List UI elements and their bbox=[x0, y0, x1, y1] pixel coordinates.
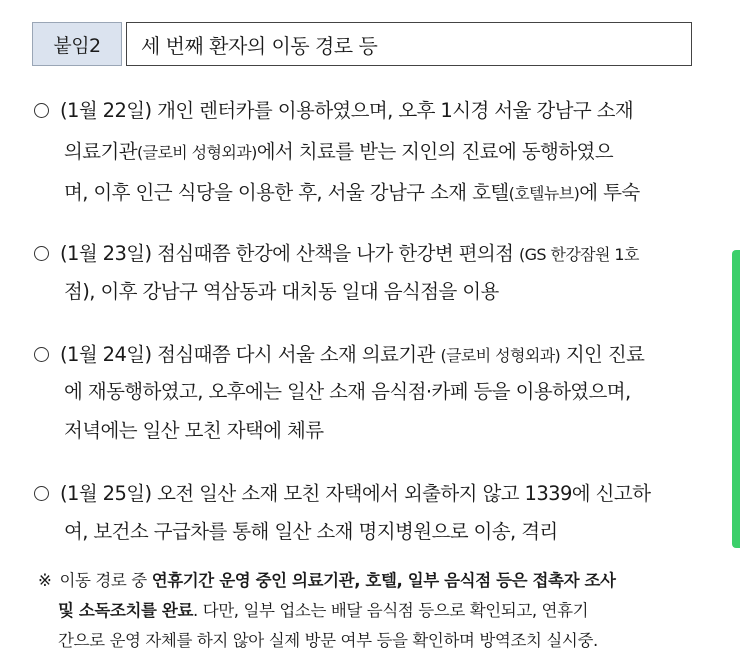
footnote-line-3: 간으로 운영 자체를 하지 않아 실제 방문 여부 등을 확인하며 방역조치 실시중. bbox=[58, 631, 598, 650]
bullet-circle-icon bbox=[34, 246, 49, 261]
item-2-line-1: (1월 23일) 점심때쯤 한강에 산책을 나가 한강변 편의점 (GS 한강잠원 1호 bbox=[34, 238, 639, 266]
bullet-circle-icon bbox=[34, 103, 49, 118]
footnote-line-2: 및 소독조치를 완료. 다만, 일부 업소는 배달 음식점 등으로 확인되고, 연휴기 bbox=[58, 601, 589, 620]
attachment-badge: 붙임2 bbox=[32, 22, 122, 66]
item-1-line-2: 의료기관(글로비 성형외과)에서 치료를 받는 지인의 진료에 동행하였으 bbox=[64, 140, 613, 163]
item-3-line-3: 저녁에는 일산 모친 자택에 체류 bbox=[64, 419, 324, 442]
bullet-circle-icon bbox=[34, 347, 49, 362]
header-row bbox=[32, 22, 692, 66]
item-3-line-2: 에 재동행하였고, 오후에는 일산 소재 음식점·카페 등을 이용하였으며, bbox=[64, 380, 631, 403]
item-4-line-1: (1월 25일) 오전 일산 소재 모친 자택에서 외출하지 않고 1339에 신고하 bbox=[34, 478, 650, 506]
document-title: 세 번째 환자의 이동 경로 등 bbox=[126, 22, 692, 66]
item-3-line-1: (1월 24일) 점심때쯤 다시 서울 소재 의료기관 (글로비 성형외과) 지인 진료 bbox=[34, 339, 644, 367]
item-2-line-2: 점), 이후 강남구 역삼동과 대치동 일대 음식점을 이용 bbox=[64, 280, 499, 303]
bullet-circle-icon bbox=[34, 486, 49, 501]
reference-mark-icon: ※ bbox=[38, 571, 52, 590]
scroll-edge-indicator bbox=[732, 250, 740, 548]
item-4-line-2: 여, 보건소 구급차를 통해 일산 소재 명지병원으로 이송, 격리 bbox=[64, 520, 558, 543]
item-1-line-3: 며, 이후 인근 식당을 이용한 후, 서울 강남구 소재 호텔(호텔뉴브)에 투숙 bbox=[64, 181, 640, 204]
footnote-line-1: ※ 이동 경로 중 연휴기간 운영 중인 의료기관, 호텔, 일부 음식점 등은 접촉자 조사 bbox=[38, 571, 616, 590]
item-1-line-1: (1월 22일) 개인 렌터카를 이용하였으며, 오후 1시경 서울 강남구 소재 bbox=[34, 95, 633, 123]
